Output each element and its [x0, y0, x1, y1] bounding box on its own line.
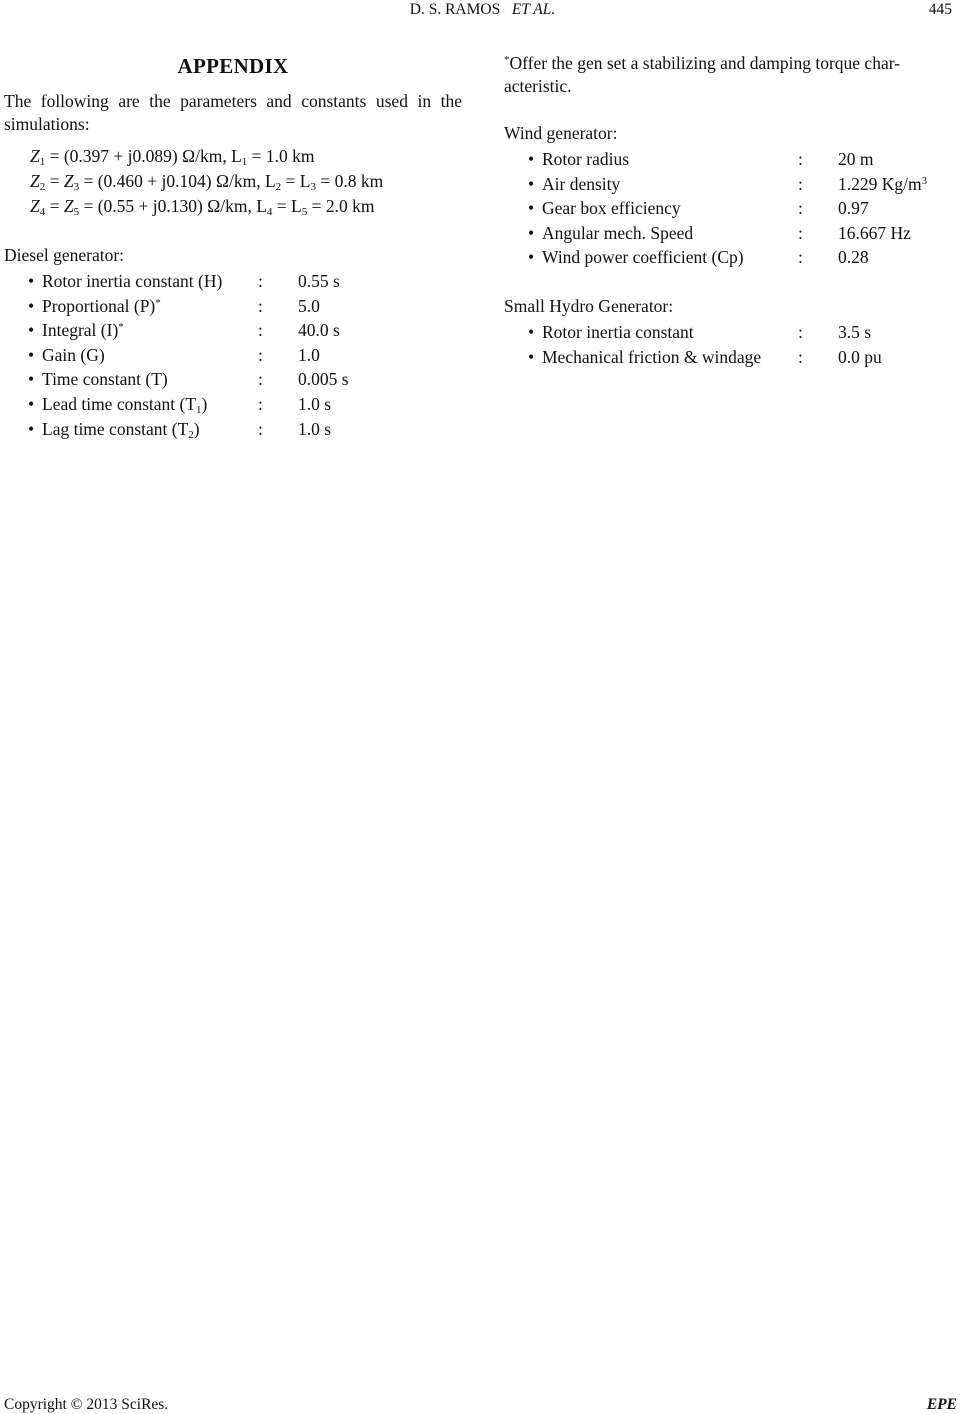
bullet-icon: • [528, 247, 535, 268]
hydro-params-list [504, 320, 964, 369]
list-item: • Gear box efficiency : 0.97 [504, 196, 964, 221]
list-item: • Rotor inertia constant : 3.5 s [504, 320, 964, 345]
bullet-icon: • [28, 344, 35, 365]
list-item: • Proportional (P)* : 5.0 [4, 294, 462, 319]
list-item: • Air density : 1.229 $Kg/m^3$ [504, 172, 964, 197]
bullet-icon: • [528, 173, 535, 194]
bullet-icon: • [28, 393, 35, 414]
equation-z1: $Z_1 = (0.397 + j0.089)$ Ω/km, $L_1 = 1.0$ km [30, 146, 315, 168]
equation-z4-z5: $Z_4 = Z_5 = (0.55 + j0.130)$ Ω/km, $L_4 = L_5 = 2.0$ km [30, 196, 375, 218]
bullet-icon: • [528, 198, 535, 219]
list-item: • Angular mech. Speed : 16.667 Hz [504, 221, 964, 246]
left-column [4, 52, 462, 441]
bullet-icon: • [28, 418, 35, 439]
list-item: • Rotor radius : 20 m [504, 147, 964, 172]
running-header [0, 0, 965, 20]
bullet-icon: • [28, 295, 35, 316]
diesel-generator-label: Diesel generator: [4, 245, 125, 265]
bullet-icon: • [528, 321, 535, 342]
appendix-intro: The following are the parameters and constants used in the simulations: [4, 91, 462, 134]
right-column [504, 52, 964, 369]
list-item: • Time constant (T) : 0.005 s [4, 367, 462, 392]
bullet-icon: • [528, 149, 535, 169]
wind-generator-label: Wind generator: [504, 123, 618, 143]
header-authors: D. S. RAMOS [409, 1, 501, 18]
footnote-mark: * [504, 54, 510, 66]
bullet-icon: • [28, 271, 35, 291]
diesel-params-list [4, 269, 462, 441]
page-number: 445 [928, 1, 952, 18]
bullet-icon: • [528, 222, 535, 243]
header-et-al: ET AL. [511, 1, 556, 18]
wind-params-list [504, 147, 964, 270]
appendix-title: APPENDIX [177, 54, 289, 78]
hydro-generator-label: Small Hydro Generator: [504, 295, 674, 316]
equation-z2-z3: $Z_2 = Z_3 = (0.460 + j0.104)$ Ω/km, $L_2 = L_3 = 0.8$ km [30, 171, 384, 193]
list-item: • Mechanical friction & windage : 0.0 pu [504, 345, 964, 370]
list-item: • Wind power coefficient (Cp) : 0.28 [504, 245, 964, 270]
list-item: • Gain (G) : 1.0 [4, 343, 462, 368]
list-item: • Lag time constant $(T_2)$ : 1.0 s [4, 417, 462, 442]
list-item: • Integral (I)* : 40.0 s [4, 318, 462, 343]
footer-copyright: Copyright © 2013 SciRes. [4, 1396, 169, 1413]
list-item: • Rotor inertia constant (H) : 0.55 s [4, 269, 462, 294]
line-impedance-equations [4, 144, 462, 219]
footer-journal: EPE [926, 1396, 957, 1413]
list-item: • Lead time constant $(T_1)$ : 1.0 s [4, 392, 462, 417]
bullet-icon: • [28, 369, 35, 390]
footnote: *Offer the gen set a stabilizing and damping torque char- acteristic. [504, 53, 901, 96]
bullet-icon: • [28, 320, 35, 341]
bullet-icon: • [528, 346, 535, 367]
